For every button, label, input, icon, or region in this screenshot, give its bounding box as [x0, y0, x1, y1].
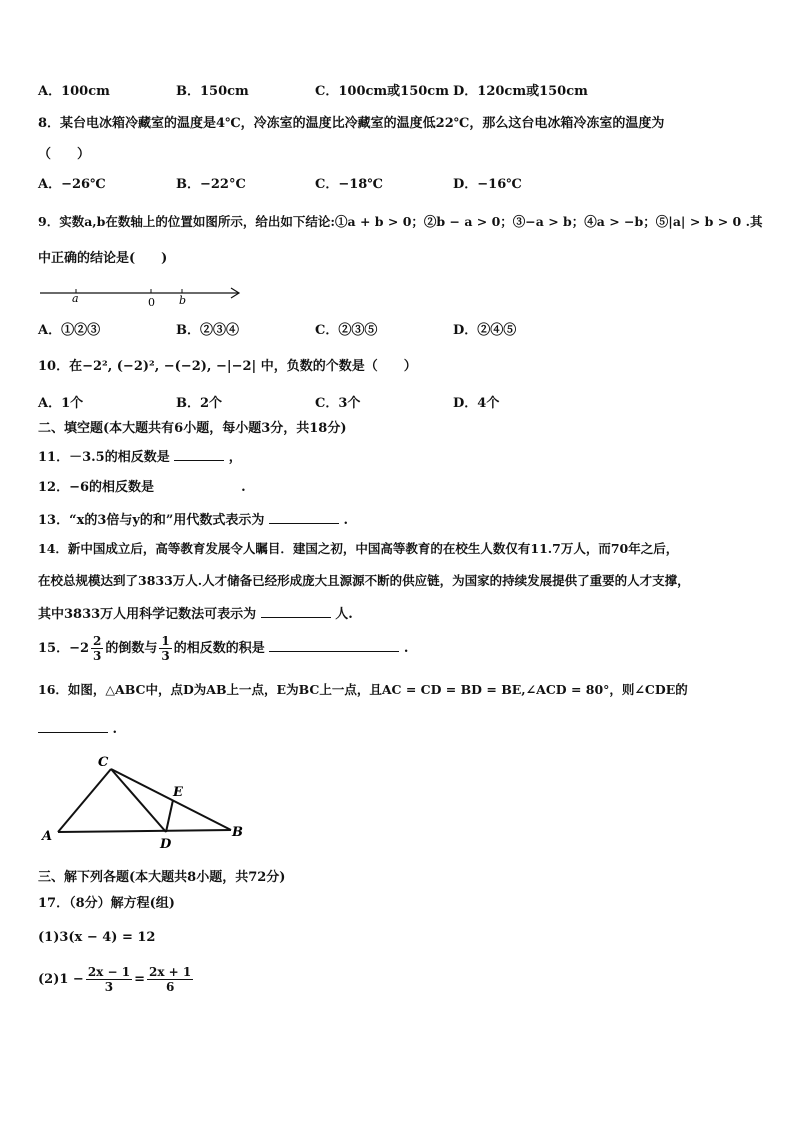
q9-option-c: C．②③⑤: [315, 323, 378, 338]
q12-end: .: [241, 480, 246, 495]
q10-stem: 10．在−2², (−2)², −(−2), −|−2| 中，负数的个数是（ ）: [38, 359, 417, 374]
numberline-label-b: b: [179, 294, 187, 307]
q15-answer-blank[interactable]: [269, 638, 399, 652]
q8-option-a: A．−26℃: [38, 177, 106, 192]
q8-paren: （ ）: [38, 147, 91, 162]
q17-fraction-right: $\frac{2x + 1}{6}$: [148, 965, 192, 994]
q17-fraction-left: $\frac{2x - 1}{3}$: [87, 965, 131, 994]
section-2-heading: 二、填空题(本大题共有6小题，每小题3分，共18分): [38, 421, 347, 436]
q7-option-a: A．100cm: [38, 84, 110, 99]
vertex-label-a: A: [42, 829, 53, 844]
q10-option-d: D．4个: [453, 396, 500, 411]
q17-part-1: (1)3(x − 4) = 12: [38, 930, 156, 945]
q9-option-b: B．②③④: [176, 323, 239, 338]
q8-option-b: B．−22°C: [176, 177, 246, 192]
q13-end: .: [343, 513, 348, 528]
q11-answer-blank[interactable]: [174, 447, 224, 461]
q15-mid: 的倒数与: [105, 641, 158, 656]
q16-line-1: 16．如图，△ABC中，点D为AB上一点，E为BC上一点，且AC = CD = BD = BE,∠ACD = 80°，则∠CDE的: [38, 682, 688, 697]
section-3-heading: 三、解下列各题(本大题共8小题，共72分): [38, 870, 286, 885]
q17-title: 17．（8分）解方程(组): [38, 896, 175, 911]
numberline-label-a: a: [72, 292, 79, 305]
q8-stem: 8．某台电冰箱冷藏室的温度是4℃，冷冻室的温度比冷藏室的温度低22℃，那么这台电冰箱冷冻室的温度为: [38, 116, 665, 131]
q12: [38, 479, 246, 497]
q15: [38, 634, 408, 664]
q16-answer-blank[interactable]: [38, 719, 108, 733]
q9-stem: 9．实数a,b在数轴上的位置如图所示，给出如下结论:①a + b > 0；②b − a > 0；③−a > b；④a > −b；⑤|a| > b > 0 .其: [38, 214, 763, 229]
q17-part-2-prefix: (2)1 −: [38, 972, 84, 987]
q10-option-c: C．3个: [315, 396, 361, 411]
q14-text: 其中3833万人用科学记数法可表示为: [38, 607, 257, 622]
q8-option-c: C．−18℃: [315, 177, 383, 192]
q10-option-b: B．2个: [176, 396, 223, 411]
vertex-label-c: C: [98, 755, 109, 770]
q16-line-2: [38, 719, 117, 739]
q7-option-d: D．120cm或150cm: [453, 84, 588, 99]
q7-option-b: B．150cm: [176, 84, 249, 99]
q13-answer-blank[interactable]: [269, 510, 339, 524]
q14-line-1: 14．新中国成立后，高等教育发展令人瞩目．建国之初，中国高等教育的在校生人数仅有11.7万人，而70年之后，: [38, 541, 679, 556]
q14-line-3: [38, 604, 353, 624]
q15-end: .: [403, 641, 409, 656]
vertex-label-e: E: [173, 785, 183, 800]
q10-option-a: A．1个: [38, 396, 84, 411]
q14-answer-blank[interactable]: [261, 604, 331, 618]
vertex-label-d: D: [160, 837, 172, 852]
q9-option-a: A．①②③: [38, 323, 101, 338]
q13: [38, 510, 348, 530]
vertex-label-b: B: [232, 825, 243, 840]
triangle-figure: [36, 748, 266, 856]
q14-end: 人.: [335, 607, 353, 622]
q15-prefix: 15．−2: [38, 641, 90, 656]
q9-option-d: D．②④⑤: [453, 323, 517, 338]
numberline-label-zero: 0: [148, 296, 155, 308]
number-line: [38, 282, 248, 308]
q8-option-d: D．−16℃: [453, 177, 522, 192]
q12-text: 12．−6的相反数是: [38, 480, 155, 495]
q11-end: ，: [228, 450, 242, 465]
q7-option-c: C．100cm或150cm: [315, 84, 449, 99]
q17-equals: =: [134, 972, 145, 987]
q13-text: 13．“x的3倍与y的和”用代数式表示为: [38, 513, 265, 528]
q11: [38, 447, 242, 467]
q9-stem-2: 中正确的结论是( ): [38, 251, 168, 266]
q15-mixed-fraction: $\frac{2}{3}$: [93, 634, 102, 663]
q11-text: 11．－3.5的相反数是: [38, 450, 170, 465]
q17-part-2: [38, 962, 195, 998]
q16-end: .: [112, 722, 118, 737]
q15-fraction: $\frac{1}{3}$: [161, 634, 170, 663]
q15-text: 的相反数的积是: [173, 641, 265, 656]
q14-line-2: 在校总规模达到了3833万人.人才储备已经形成庞大且源源不断的供应链，为国家的持续发展提供了重要的人才支撑，: [38, 573, 690, 588]
